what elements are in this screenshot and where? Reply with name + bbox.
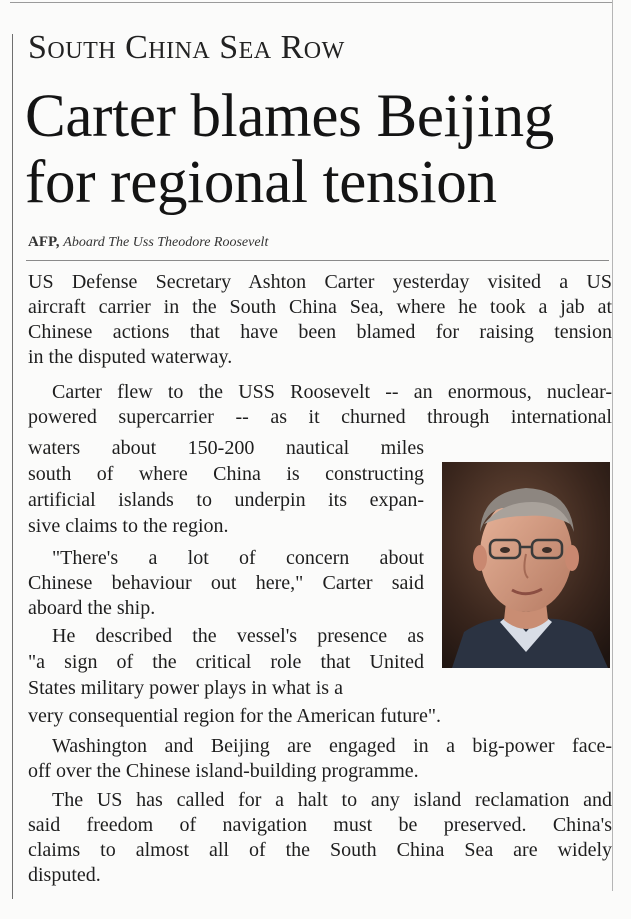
byline-location: Aboard The Uss Theodore Roosevelt bbox=[63, 235, 269, 250]
body-line: disputed. bbox=[28, 864, 101, 886]
body-line: sive claims to the region. bbox=[28, 515, 229, 537]
left-column-rule bbox=[12, 34, 13, 899]
body-line: Chinese actions that have been blamed for raising tension bbox=[28, 321, 612, 343]
byline bbox=[28, 232, 268, 253]
body-line: aboard the ship. bbox=[28, 597, 156, 619]
byline-agency: AFP, bbox=[28, 234, 60, 250]
top-rule bbox=[10, 2, 613, 3]
body-line: waters about 150-200 nautical miles bbox=[28, 437, 424, 459]
body-line: in the disputed waterway. bbox=[28, 346, 233, 368]
section-kicker: South China Sea Row bbox=[28, 29, 345, 66]
body-line: Carter flew to the USS Roosevelt -- an enormous, nuclear- bbox=[52, 381, 612, 403]
body-line: The US has called for a halt to any island reclamation and bbox=[52, 789, 612, 811]
body-line: artificial islands to underpin its expan- bbox=[28, 489, 424, 511]
body-line: very consequential region for the American future". bbox=[28, 705, 442, 727]
headline: Carter blames Beijing for regional tension bbox=[25, 83, 554, 216]
body-line: said freedom of navigation must be preserved. China's bbox=[28, 814, 612, 836]
byline-rule bbox=[26, 260, 609, 261]
body-line: aircraft carrier in the South China Sea, where he took a jab at bbox=[28, 296, 612, 318]
body-line: powered supercarrier -- as it churned through international bbox=[28, 406, 612, 428]
body-line: US Defense Secretary Ashton Carter yesterday visited a US bbox=[28, 271, 612, 293]
portrait-photo bbox=[442, 462, 610, 668]
body-line: Washington and Beijing are engaged in a big-power face- bbox=[52, 735, 612, 757]
body-line: "a sign of the critical role that United bbox=[28, 651, 424, 673]
body-line: "There's a lot of concern about bbox=[52, 547, 424, 569]
body-line: States military power plays in what is a bbox=[28, 677, 343, 699]
body-line: south of where China is constructing bbox=[28, 463, 424, 485]
body-line: He described the vessel's presence as bbox=[52, 625, 424, 647]
body-line: off over the Chinese island-building programme. bbox=[28, 760, 419, 782]
portrait-photo-icon bbox=[442, 462, 610, 668]
body-line: Chinese behaviour out here," Carter said bbox=[28, 572, 424, 594]
body-line: claims to almost all of the South China Sea are widely bbox=[28, 839, 612, 861]
